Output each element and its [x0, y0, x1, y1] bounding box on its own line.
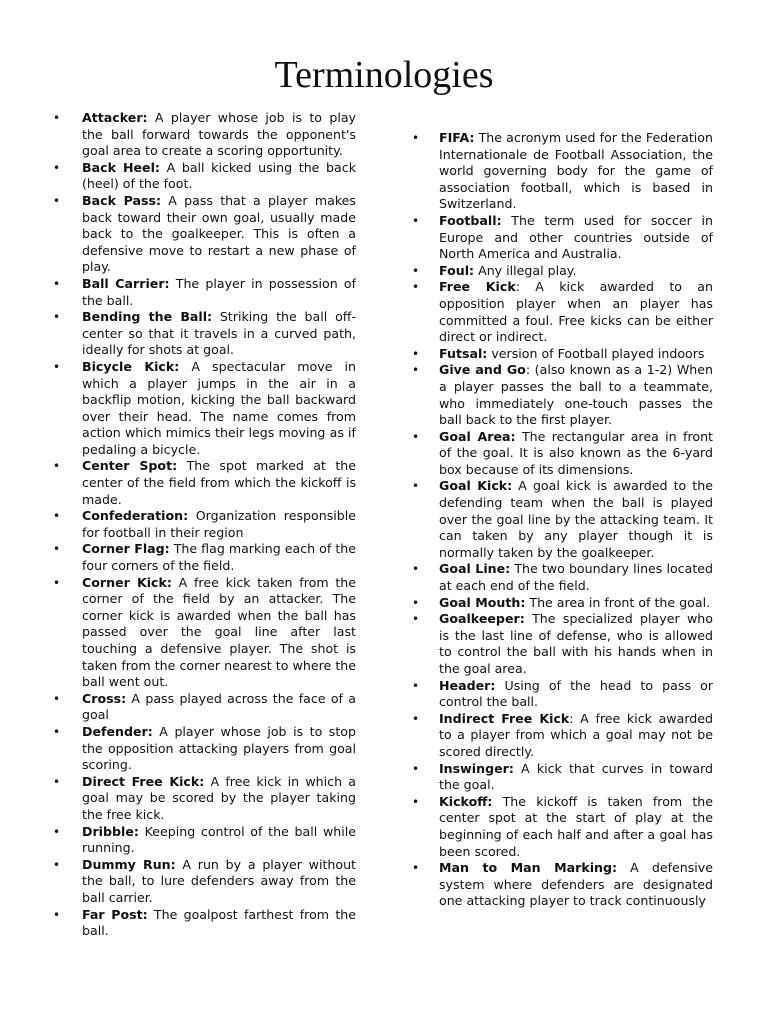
glossary-term: Futsal: — [439, 345, 488, 361]
glossary-term: Far Post: — [82, 906, 148, 922]
glossary-entry — [439, 346, 713, 363]
glossary-term: Header: — [439, 677, 496, 693]
glossary-definition: A spectacular move in which a player jumps in the air in a backflip motion, kicking the ball backward over their head. The name comes from action which mimics their legs moving as if pedaling a bicycle. — [82, 358, 356, 457]
glossary-term: Back Pass: — [82, 192, 161, 208]
glossary-definition: : A kick awarded to an opposition player when an player has committed a foul. Free kicks can be either direct or indirect. — [439, 279, 713, 345]
glossary-entry — [82, 160, 356, 193]
glossary-entry — [439, 478, 713, 561]
glossary-definition: The spot marked at the center of the field from which the kickoff is made. — [82, 458, 356, 507]
glossary-term: Cross: — [82, 690, 127, 706]
right-term-list — [439, 130, 713, 910]
glossary-entry — [82, 276, 356, 309]
glossary-definition: A free kick taken from the corner of the field by an attacker. The corner kick is awarded when the ball has passed over the goal line after last touching a defensive player. The shot is taken from the corner nearest to where the ball went out. — [82, 574, 356, 690]
glossary-entry — [439, 561, 713, 594]
glossary-definition: The two boundary lines located at each end of the field. — [439, 561, 714, 594]
glossary-term: Kickoff: — [439, 793, 493, 809]
glossary-definition: The rectangular area in front of the goal. It is also known as the 6-yard box because of its dimensions. — [439, 428, 713, 477]
glossary-term: Goal Mouth: — [439, 594, 526, 610]
glossary-entry — [439, 362, 713, 428]
glossary-definition: The player in possession of the ball. — [82, 275, 357, 308]
glossary-definition: Organization responsible for football in their region — [82, 508, 356, 540]
glossary-entry — [439, 711, 713, 761]
glossary-definition: Any illegal play. — [474, 262, 577, 278]
glossary-entry — [82, 824, 356, 857]
glossary-entry — [82, 575, 356, 691]
glossary-term: Goal Area: — [439, 428, 516, 444]
glossary-definition: The term used for soccer in Europe and other countries outside of North America and Australia. — [439, 212, 713, 262]
page-title: Terminologies — [274, 54, 494, 96]
glossary-definition: A free kick in which a goal may be scored by the player taking the free kick. — [82, 773, 356, 822]
glossary-entry — [439, 429, 713, 479]
glossary-term: Corner Flag: — [82, 541, 170, 557]
glossary-definition: The acronym used for the Federation Internationale de Football Association, the world governing body for the game of association football, which is based in Switzerland. — [439, 130, 713, 212]
glossary-term: Attacker: — [82, 110, 148, 125]
glossary-definition: A ball kicked using the back (heel) of the foot. — [82, 159, 356, 192]
glossary-term: Bending the Ball: — [82, 309, 213, 325]
glossary-definition: A pass that a player makes back toward their own goal, usually made back to the goalkeeper. This is often a defensive move to restart a new phase of play. — [82, 192, 356, 275]
glossary-entry — [82, 193, 356, 276]
glossary-term: Goalkeeper: — [439, 611, 525, 627]
glossary-definition: The goalpost farthest from the ball. — [82, 906, 356, 939]
glossary-entry — [82, 691, 356, 724]
glossary-term: Goal Line: — [439, 561, 511, 577]
glossary-entry — [82, 774, 356, 824]
glossary-term: Give and Go — [439, 362, 526, 378]
glossary-entry — [439, 860, 713, 910]
glossary-definition: : A free kick awarded to a player from which a goal may not be scored directly. — [439, 710, 714, 759]
glossary-definition: A run by a player without the ball, to lure defenders away from the ball carrier. — [82, 856, 356, 905]
glossary-definition: A defensive system where defenders are designated one attacking player to track continuously — [439, 860, 713, 909]
glossary-entry — [82, 458, 356, 508]
glossary-term: Football: — [439, 212, 502, 228]
glossary-entry — [82, 857, 356, 907]
glossary-term: Center Spot: — [82, 458, 178, 474]
glossary-entry — [439, 263, 713, 280]
glossary-definition: Striking the ball off-center so that it travels in a curved path, ideally for shots at goal. — [82, 309, 356, 358]
glossary-entry — [439, 595, 713, 612]
glossary-definition: Using of the head to pass or control the ball. — [439, 677, 713, 710]
glossary-definition: The flag marking each of the four corners of the field. — [82, 541, 356, 574]
glossary-entry — [439, 279, 713, 345]
glossary-entry — [82, 907, 356, 940]
glossary-definition: A kick that curves in toward the goal. — [439, 760, 713, 793]
glossary-term: Bicycle Kick: — [82, 358, 180, 374]
glossary-term: Defender: — [82, 723, 153, 739]
glossary-term: Goal Kick: — [439, 478, 513, 494]
glossary-term: Corner Kick: — [82, 574, 172, 590]
glossary-term: Confederation: — [82, 508, 189, 524]
glossary-entry — [82, 309, 356, 359]
glossary-entry — [439, 678, 713, 711]
glossary-definition: The area in front of the goal. — [525, 594, 711, 610]
glossary-entry — [82, 724, 356, 774]
glossary-definition: A goal kick is awarded to the defending team when the ball is played over the goal line by the attacking team. It can taken by any player though it is normally taken by the goalkeeper. — [439, 478, 713, 560]
glossary-entry — [82, 541, 356, 574]
glossary-term: Direct Free Kick: — [82, 773, 205, 789]
glossary-entry — [439, 130, 713, 213]
left-term-list — [82, 110, 356, 940]
glossary-term: Foul: — [439, 262, 475, 278]
glossary-entry — [439, 611, 713, 677]
glossary-entry — [439, 794, 713, 860]
glossary-entry — [82, 359, 356, 459]
glossary-definition: : (also known as a 1-2) When a player passes the ball to a teammate, who immediately one-touch passes the ball back to the first player. — [439, 362, 713, 428]
glossary-term: Inswinger: — [439, 760, 514, 776]
glossary-term: Dribble: — [82, 823, 139, 839]
glossary-definition: The kickoff is taken from the center spot at the start of play at the beginning of each half and after a goal has been scored. — [439, 793, 713, 859]
glossary-entry — [82, 508, 356, 541]
glossary-entry — [439, 213, 713, 263]
glossary-term: Free Kick — [439, 279, 516, 295]
glossary-definition: A player whose job is to play the ball forward towards the opponent's goal area to create a scoring opportunity. — [82, 110, 356, 159]
glossary-definition: version of Football played indoors — [487, 345, 705, 361]
glossary-definition: A player whose job is to stop the opposition attacking players from goal scoring. — [82, 723, 356, 773]
glossary-term: Dummy Run: — [82, 856, 176, 872]
glossary-term: Ball Carrier: — [82, 275, 170, 291]
glossary-term: Back Heel: — [82, 159, 160, 175]
glossary-definition: A pass played across the face of a goal — [82, 690, 356, 723]
glossary-term: Indirect Free Kick — [439, 710, 570, 726]
glossary-term: FIFA: — [439, 130, 475, 145]
glossary-entry — [439, 761, 713, 794]
glossary-term: Man to Man Marking: — [439, 860, 618, 876]
glossary-definition: Keeping control of the ball while running. — [82, 823, 356, 856]
glossary-entry — [82, 110, 356, 160]
glossary-definition: The specialized player who is the last line of defense, who is allowed to control the ball with his hands when in the goal area. — [439, 611, 713, 676]
